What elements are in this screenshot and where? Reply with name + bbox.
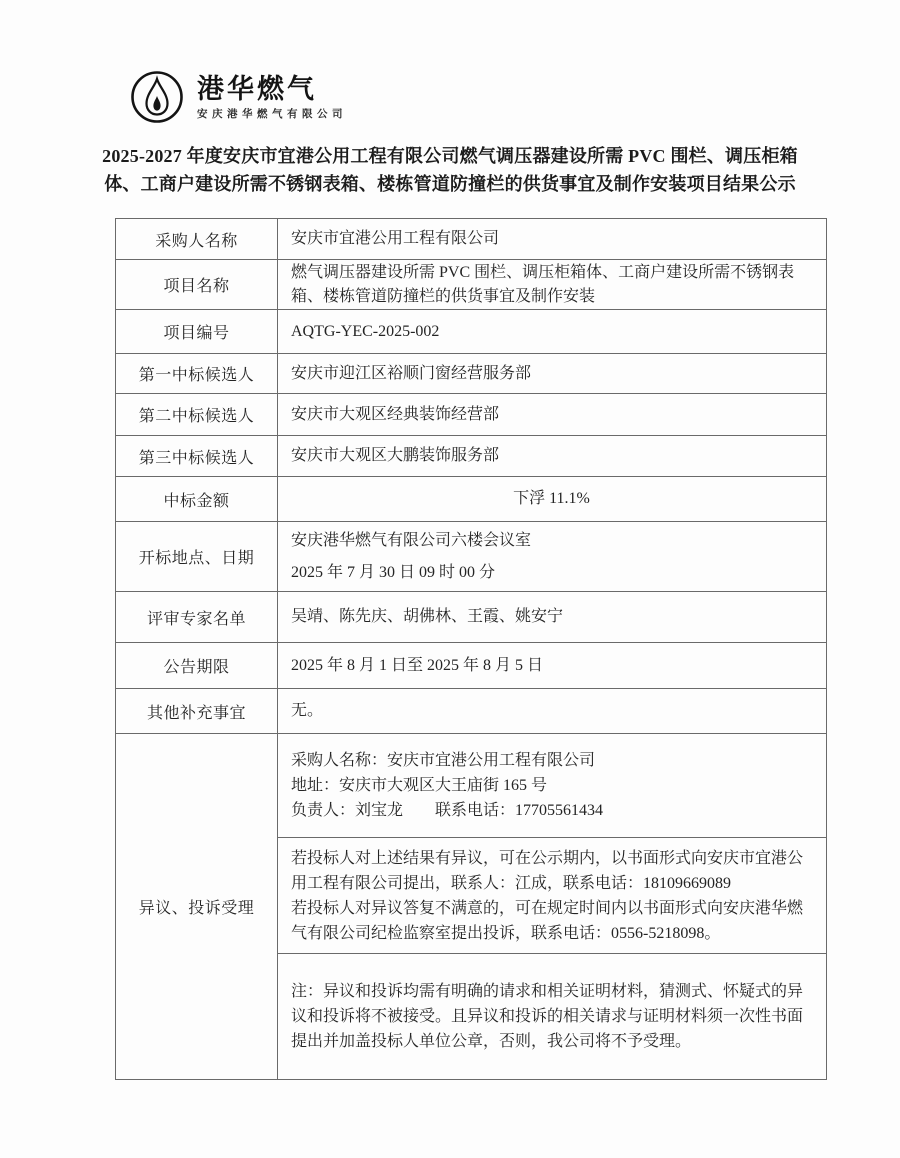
logo-company-subtitle: 安庆港华燃气有限公司: [197, 108, 347, 120]
row-label: 第一中标候选人: [116, 354, 278, 393]
text-line: 地址：安庆市大观区大王庙街 165 号: [291, 776, 548, 794]
subcell: [278, 953, 826, 1079]
table-row: [116, 259, 826, 309]
row-label: 第三中标候选人: [116, 436, 278, 476]
table-row: [116, 688, 826, 733]
table-row: [116, 219, 826, 259]
row-label: 项目名称: [116, 260, 278, 309]
row-label: 中标金额: [116, 477, 278, 521]
results-table: [115, 218, 827, 1080]
text-line: 采购人名称：安庆市宜港公用工程有限公司: [291, 751, 596, 769]
row-label: 采购人名称: [116, 219, 278, 259]
row-value: 吴靖、陈先庆、胡佛林、王霞、姚安宁: [291, 608, 564, 625]
table-row: [116, 435, 826, 476]
table-row: [116, 733, 826, 1079]
row-label: 项目编号: [116, 310, 278, 353]
row-value: 2025 年 8 月 1 日至 2025 年 8 月 5 日: [291, 656, 544, 674]
text-line: 2025 年 7 月 30 日 09 时 00 分: [291, 563, 496, 581]
text-line: 若投标人对上述结果有异议，可在公示期内，以书面形式向安庆市宜港公用工程有限公司提出，联系人：江成，联系电话：18109669089: [291, 849, 804, 892]
table-row: [116, 309, 826, 353]
row-value: 下浮 11.1%: [513, 490, 590, 507]
row-label: 开标地点、日期: [116, 522, 278, 591]
announcement-title: [82, 142, 818, 198]
table-row: [116, 642, 826, 688]
table-row: [116, 476, 826, 521]
announcement-title-line1: 2025-2027 年度安庆市宜港公用工程有限公司燃气调压器建设所需 PVC 围栏、调压柜箱: [102, 146, 798, 166]
table-row: [116, 393, 826, 435]
row-value: 无。: [291, 702, 324, 719]
row-value: 安庆市迎江区裕顺门窗经营服务部: [291, 364, 532, 382]
logo-text: [197, 70, 347, 120]
row-value: 安庆市大观区经典装饰经营部: [291, 405, 500, 423]
row-label: 公告期限: [116, 643, 278, 688]
announcement-title-line2: 体、工商户建设所需不锈钢表箱、楼栋管道防撞栏的供货事宜及制作安装项目结果公示: [104, 174, 796, 194]
table-row: [116, 521, 826, 591]
logo-company-name: 港华燃气: [197, 74, 317, 104]
text-line: 安庆港华燃气有限公司六楼会议室: [291, 531, 532, 549]
text-line: 负责人：刘宝龙 联系电话：17705561434: [291, 801, 604, 819]
row-value: 燃气调压器建设所需 PVC 围栏、调压柜箱体、工商户建设所需不锈钢表箱、楼栋管道防撞栏的供货事宜及制作安装: [291, 263, 795, 305]
row-value: 安庆市大观区大鹏装饰服务部: [291, 447, 500, 464]
row-value: 安庆市宜港公用工程有限公司: [291, 230, 500, 247]
row-value: AQTG-YEC-2025-002: [291, 322, 440, 340]
flame-in-circle-icon: [130, 70, 184, 124]
row-label: 其他补充事宜: [116, 689, 278, 733]
subcell: [278, 837, 826, 954]
row-subcells: [278, 734, 826, 1079]
table-row: [116, 353, 826, 393]
row-label: 异议、投诉受理: [116, 734, 278, 1079]
text-line: 若投标人对异议答复不满意的，可在规定时间内以书面形式向安庆港华燃气有限公司纪检监察室提出投诉，联系电话：0556-5218098。: [291, 899, 804, 942]
subcell: [278, 734, 826, 837]
table-row: [116, 591, 826, 642]
row-value: [278, 522, 826, 591]
company-logo: [130, 70, 347, 124]
row-label: 评审专家名单: [116, 592, 278, 642]
row-label: 第二中标候选人: [116, 394, 278, 435]
text-line: 注：异议和投诉均需有明确的请求和相关证明材料，猜测式、怀疑式的异议和投诉将不被接受。且异议和投诉的相关请求与证明材料须一次性书面提出并加盖投标人单位公章，否则，我公司将不予受理。: [291, 983, 804, 1051]
